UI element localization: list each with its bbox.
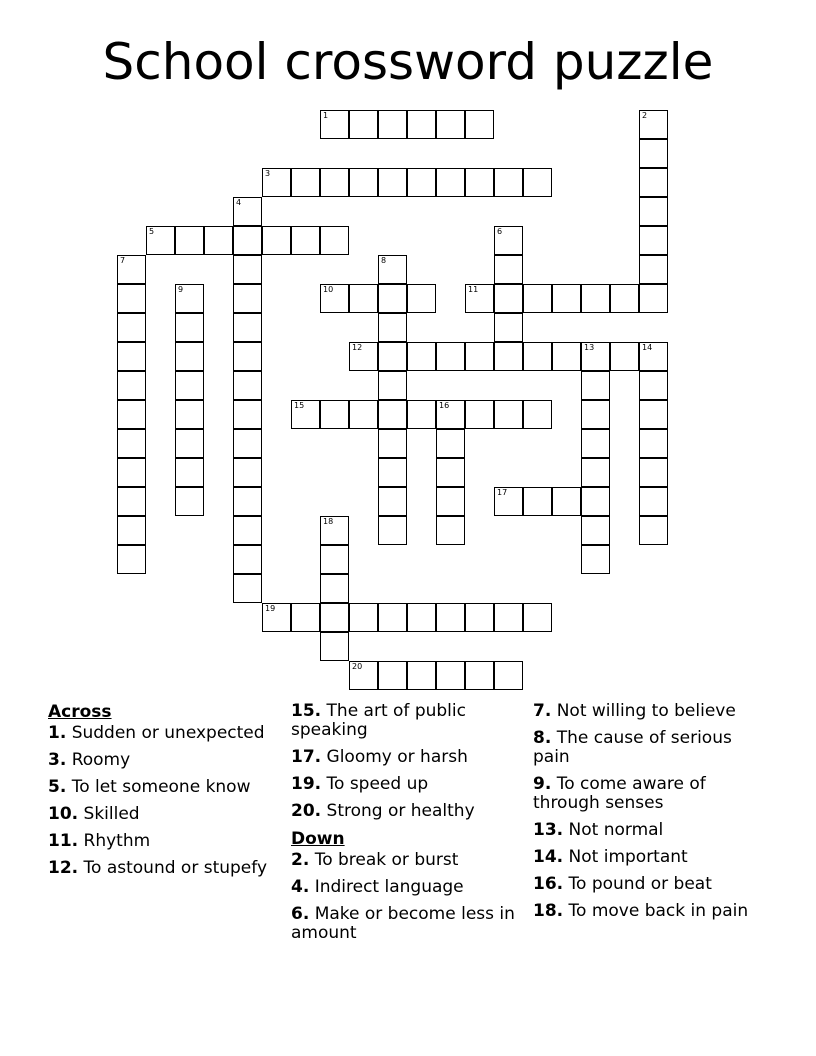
clue-item-number: 14. [533,847,564,867]
clue-item-text: Not willing to believe [551,701,736,721]
grid-cell[interactable] [523,342,552,371]
clue-number: 19 [265,604,276,613]
clue-number: 6 [497,227,503,236]
grid-cell[interactable] [233,313,262,342]
grid-cell[interactable] [175,371,204,400]
clue-item-text: To astound or stupefy [78,858,268,878]
clue-number: 7 [120,256,126,265]
clue-item-number: 16. [533,874,564,894]
clue-item [533,729,773,767]
grid-cell[interactable] [523,400,552,429]
grid-cell[interactable] [407,661,436,690]
grid-cell[interactable] [233,284,262,313]
grid-cell[interactable] [639,487,668,516]
clue-item-number: 7. [533,701,552,721]
grid-cell[interactable] [349,284,378,313]
grid-cell[interactable] [117,400,146,429]
grid-cell[interactable] [436,400,465,429]
grid-cell[interactable] [494,603,523,632]
grid-cell[interactable] [465,661,494,690]
grid-cell[interactable] [639,110,668,139]
clue-item [533,821,773,840]
grid-cell[interactable] [233,574,262,603]
grid-cell[interactable] [494,255,523,284]
grid-cell[interactable] [407,284,436,313]
grid-cell[interactable] [378,110,407,139]
grid-cell[interactable] [581,371,610,400]
clue-item-text: Not normal [563,820,664,840]
grid-cell[interactable] [175,226,204,255]
grid-cell[interactable] [378,342,407,371]
grid-cell[interactable] [378,661,407,690]
grid-cell[interactable] [581,284,610,313]
grid-cell[interactable] [639,371,668,400]
grid-cell[interactable] [581,516,610,545]
grid-cell[interactable] [204,226,233,255]
clue-item [48,832,273,851]
grid-cell[interactable] [436,661,465,690]
clue-item [291,775,516,794]
grid-cell[interactable] [523,487,552,516]
clue-item-text: The cause of serious pain [533,728,732,767]
grid-cell[interactable] [291,168,320,197]
grid-cell[interactable] [494,168,523,197]
grid-cell[interactable] [117,516,146,545]
grid-cell[interactable] [320,632,349,661]
clue-item-number: 19. [291,774,322,794]
grid-cell[interactable] [639,458,668,487]
grid-cell[interactable] [465,342,494,371]
grid-cell[interactable] [320,603,349,632]
grid-cell[interactable] [291,603,320,632]
grid-cell[interactable] [320,400,349,429]
clue-column-2 [291,702,516,951]
grid-cell[interactable] [407,342,436,371]
grid-cell[interactable] [320,545,349,574]
clue-item-number: 13. [533,820,564,840]
grid-cell[interactable] [639,516,668,545]
clue-number: 15 [294,401,305,410]
grid-cell[interactable] [610,342,639,371]
clue-number: 1 [323,111,329,120]
clue-item-number: 4. [291,877,310,897]
grid-cell[interactable] [378,603,407,632]
grid-cell[interactable] [233,197,262,226]
clue-item-number: 5. [48,777,67,797]
grid-cell[interactable] [465,284,494,313]
grid-cell[interactable] [436,429,465,458]
clue-item-number: 12. [48,858,79,878]
clue-number: 18 [323,517,334,526]
clue-item-text: Rhythm [78,831,151,851]
clue-number: 9 [178,285,184,294]
clue-item-text: Skilled [78,804,140,824]
grid-cell[interactable] [262,603,291,632]
grid-cell[interactable] [146,226,175,255]
clue-item-text: To speed up [321,774,429,794]
clue-number: 10 [323,285,334,294]
grid-cell[interactable] [407,168,436,197]
grid-cell[interactable] [407,603,436,632]
clue-item-text: Gloomy or harsh [321,747,468,767]
grid-cell[interactable] [233,255,262,284]
clue-item [48,724,273,743]
grid-cell[interactable] [320,110,349,139]
clue-item-text: Roomy [66,750,131,770]
clue-number: 5 [149,227,155,236]
clue-item [291,851,516,870]
grid-cell[interactable] [523,168,552,197]
clue-number: 16 [439,401,450,410]
grid-cell[interactable] [639,168,668,197]
grid-cell[interactable] [320,574,349,603]
clue-item [533,875,773,894]
clue-item-number: 10. [48,804,79,824]
grid-cell[interactable] [233,487,262,516]
grid-cell[interactable] [378,168,407,197]
grid-cell[interactable] [175,458,204,487]
clue-number: 3 [265,169,271,178]
grid-cell[interactable] [639,139,668,168]
grid-cell[interactable] [523,284,552,313]
clue-number: 8 [381,256,387,265]
grid-cell[interactable] [581,429,610,458]
clue-item [291,748,516,767]
grid-cell[interactable] [291,226,320,255]
clue-item [291,702,516,740]
across-heading: Across [48,702,112,722]
grid-cell[interactable] [581,458,610,487]
clue-item-number: 11. [48,831,79,851]
grid-cell[interactable] [233,400,262,429]
grid-cell[interactable] [639,284,668,313]
clue-item-number: 6. [291,904,310,924]
grid-cell[interactable] [407,110,436,139]
grid-cell[interactable] [552,487,581,516]
grid-cell[interactable] [117,429,146,458]
clue-item [48,805,273,824]
grid-cell[interactable] [233,545,262,574]
clue-item [533,775,773,813]
clue-item-number: 20. [291,801,322,821]
grid-cell[interactable] [117,545,146,574]
clue-number: 20 [352,662,363,671]
grid-cell[interactable] [378,255,407,284]
clue-item [533,902,773,921]
grid-cell[interactable] [117,458,146,487]
clue-item-number: 1. [48,723,67,743]
grid-cell[interactable] [320,226,349,255]
grid-cell[interactable] [349,603,378,632]
page-title: School crossword puzzle [102,33,714,91]
grid-cell[interactable] [349,110,378,139]
grid-cell[interactable] [523,603,552,632]
grid-cell[interactable] [436,487,465,516]
clue-item-text: Strong or healthy [321,801,475,821]
grid-cell[interactable] [465,110,494,139]
grid-cell[interactable] [436,516,465,545]
grid-cell[interactable] [581,545,610,574]
grid-cell[interactable] [233,226,262,255]
grid-cell[interactable] [175,487,204,516]
grid-cell[interactable] [349,661,378,690]
grid-cell[interactable] [494,313,523,342]
grid-cell[interactable] [436,168,465,197]
clue-item-text: To pound or beat [563,874,712,894]
grid-cell[interactable] [378,313,407,342]
grid-cell[interactable] [117,487,146,516]
grid-cell[interactable] [552,342,581,371]
grid-cell[interactable] [291,400,320,429]
clue-item-number: 3. [48,750,67,770]
grid-cell[interactable] [581,400,610,429]
clue-item [533,848,773,867]
grid-cell[interactable] [349,168,378,197]
clue-item-number: 18. [533,901,564,921]
clue-item-text: To move back in pain [563,901,749,921]
grid-cell[interactable] [117,371,146,400]
grid-cell[interactable] [581,342,610,371]
grid-cell[interactable] [378,458,407,487]
grid-cell[interactable] [436,603,465,632]
grid-cell[interactable] [639,429,668,458]
grid-cell[interactable] [639,255,668,284]
grid-cell[interactable] [407,400,436,429]
grid-cell[interactable] [494,487,523,516]
grid-cell[interactable] [378,429,407,458]
grid-cell[interactable] [639,226,668,255]
clue-item-text: Indirect language [309,877,464,897]
down-heading: Down [291,829,345,849]
grid-cell[interactable] [494,661,523,690]
grid-cell[interactable] [494,342,523,371]
grid-cell[interactable] [378,516,407,545]
grid-cell[interactable] [494,226,523,255]
clue-item-number: 9. [533,774,552,794]
grid-cell[interactable] [262,168,291,197]
clue-number: 4 [236,198,242,207]
grid-cell[interactable] [552,284,581,313]
grid-cell[interactable] [233,458,262,487]
clue-number: 12 [352,343,363,352]
clue-column-3 [533,702,773,929]
grid-cell[interactable] [436,110,465,139]
grid-cell[interactable] [581,487,610,516]
clue-item [291,802,516,821]
clue-item-text: The art of public speaking [291,701,466,740]
clue-number: 13 [584,343,595,352]
grid-cell[interactable] [233,429,262,458]
clue-item-text: To let someone know [66,777,251,797]
clue-item-number: 2. [291,850,310,870]
grid-cell[interactable] [610,284,639,313]
clue-item-text: Not important [563,847,688,867]
grid-cell[interactable] [320,284,349,313]
grid-cell[interactable] [175,400,204,429]
grid-cell[interactable] [175,429,204,458]
grid-cell[interactable] [117,255,146,284]
clue-item [533,702,773,721]
grid-cell[interactable] [378,400,407,429]
grid-cell[interactable] [639,342,668,371]
clue-number: 17 [497,488,508,497]
clue-item-text: Make or become less in amount [291,904,515,943]
grid-cell[interactable] [233,342,262,371]
clue-item-text: Sudden or unexpected [66,723,265,743]
grid-cell[interactable] [320,516,349,545]
grid-cell[interactable] [465,168,494,197]
grid-cell[interactable] [349,342,378,371]
clue-item-number: 15. [291,701,322,721]
clue-number: 11 [468,285,479,294]
clue-item [291,905,516,943]
grid-cell[interactable] [262,226,291,255]
grid-cell[interactable] [378,371,407,400]
clue-item-number: 17. [291,747,322,767]
grid-cell[interactable] [233,371,262,400]
grid-cell[interactable] [378,487,407,516]
grid-cell[interactable] [175,342,204,371]
clue-number: 2 [642,111,648,120]
clue-column-1 [48,702,273,886]
grid-cell[interactable] [639,197,668,226]
clue-number: 14 [642,343,653,352]
grid-cell[interactable] [349,400,378,429]
grid-cell[interactable] [639,400,668,429]
grid-cell[interactable] [175,284,204,313]
grid-cell[interactable] [436,342,465,371]
clue-item-text: To come aware of through senses [533,774,706,813]
grid-cell[interactable] [465,400,494,429]
grid-cell[interactable] [436,458,465,487]
clue-item-number: 8. [533,728,552,748]
grid-cell[interactable] [117,284,146,313]
clue-item-text: To break or burst [309,850,459,870]
grid-cell[interactable] [494,400,523,429]
grid-cell[interactable] [233,516,262,545]
grid-cell[interactable] [175,313,204,342]
grid-cell[interactable] [465,603,494,632]
grid-cell[interactable] [320,168,349,197]
clue-item [48,778,273,797]
clue-item [291,878,516,897]
grid-cell[interactable] [117,342,146,371]
grid-cell[interactable] [378,284,407,313]
clue-item [48,859,273,878]
grid-cell[interactable] [494,284,523,313]
grid-cell[interactable] [117,313,146,342]
clue-item [48,751,273,770]
